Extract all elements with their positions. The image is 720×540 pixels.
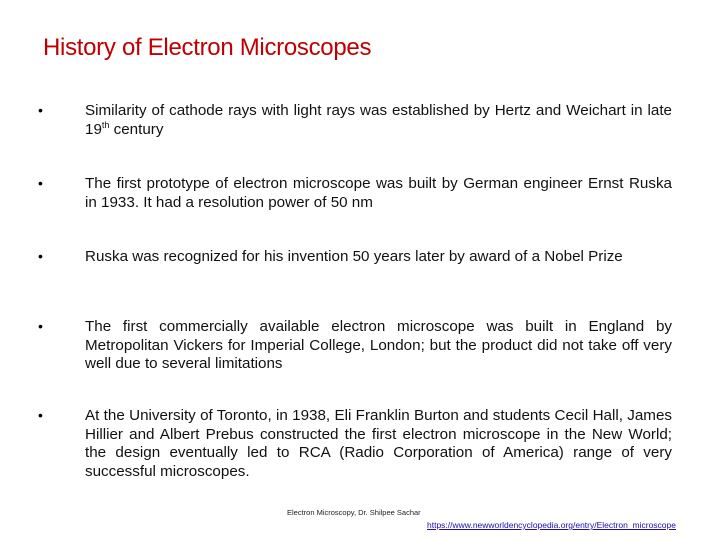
bullet-marker: • — [38, 175, 43, 191]
superscript: th — [101, 119, 110, 130]
bullet-text: Ruska was recognized for his invention 50 years later by award of a Nobel Prize — [85, 248, 623, 265]
bullet-marker: • — [38, 407, 43, 423]
bullet-text-part: century — [109, 120, 164, 138]
bullet-marker: • — [38, 102, 43, 118]
slide-footer: Electron Microscopy, Dr. Shilpee Sachar — [287, 508, 421, 517]
bullet-text-part: Similarity of cathode rays with light rays was established by Hertz and Weichart in late 19 — [85, 102, 672, 138]
bullet-text: The first prototype of electron microscope was built by German engineer Ernst Ruska in 1933. It had a resolution power of 50 nm — [85, 175, 672, 211]
bullet-marker: • — [38, 248, 43, 264]
source-link[interactable]: https://www.newworldencyclopedia.org/entry/Electron_microscope — [427, 520, 676, 530]
bullet-text — [85, 102, 672, 139]
bullet-text: At the University of Toronto, in 1938, Eli Franklin Burton and students Cecil Hall, James Hillier and Albert Prebus constructed the first electron microscope in the New World; the design eventually led to RCA (Radio Corporation of America) range of very successful microscopes. — [85, 407, 672, 480]
slide-title: History of Electron Microscopes — [43, 34, 372, 61]
bullet-text: The first commercially available electron microscope was built in England by Metropolitan Vickers for Imperial College, London; but the product did not take off very well due to several limitations — [85, 318, 672, 372]
bullet-marker: • — [38, 318, 43, 334]
